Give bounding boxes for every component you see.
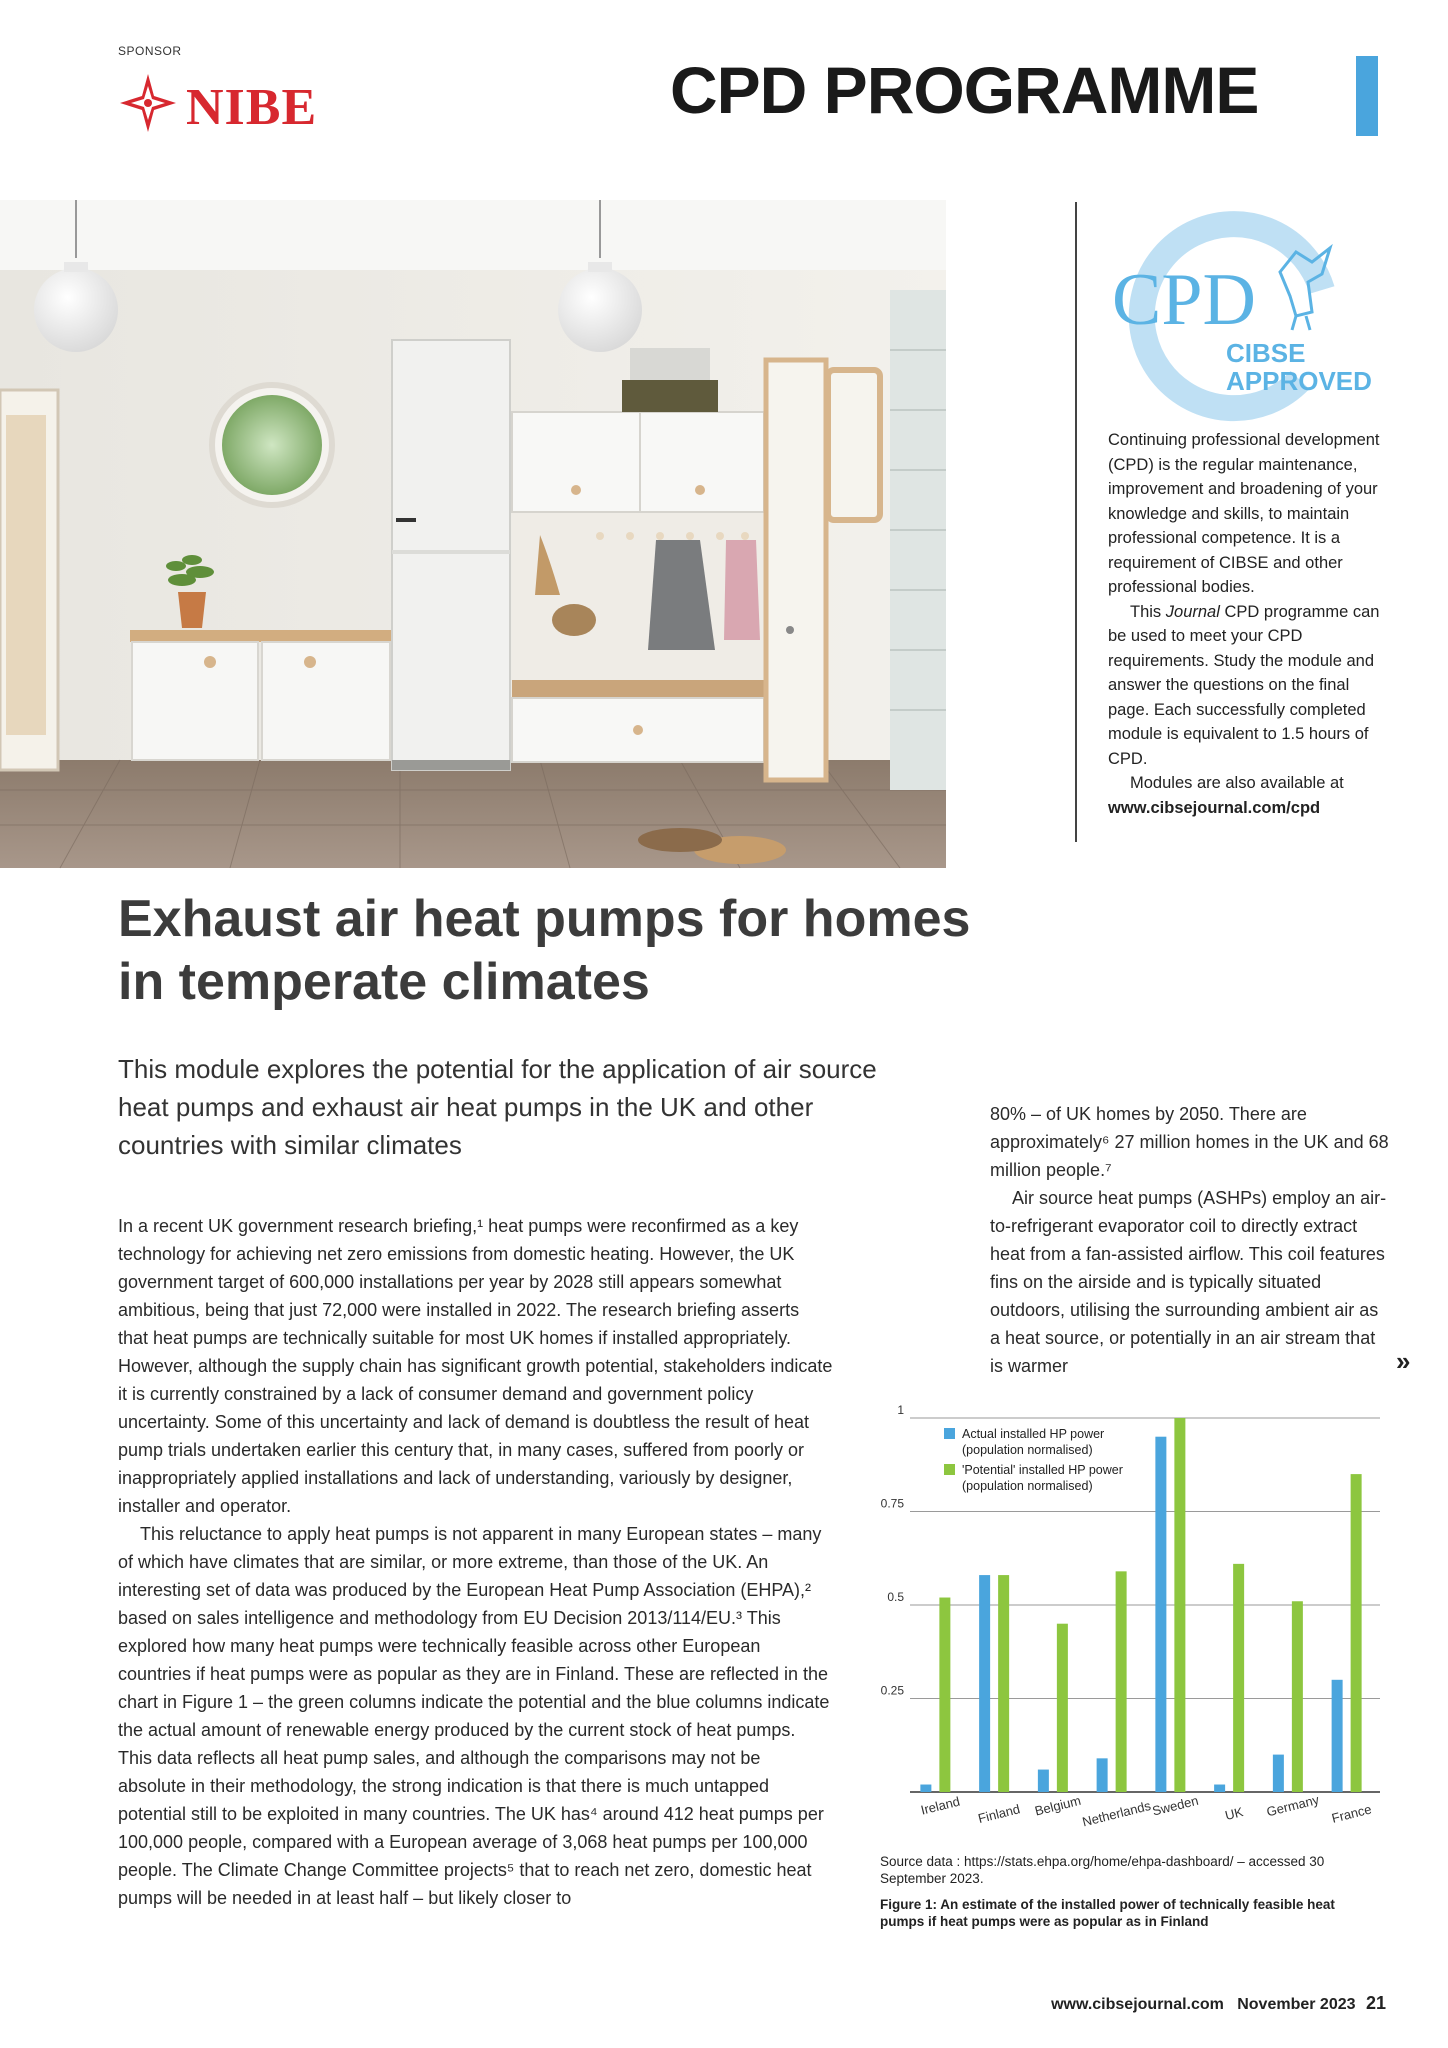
potential-bar-belgium [1057, 1624, 1068, 1792]
page-number: 21 [1365, 1993, 1386, 2013]
cpd-badge-line1: CIBSE [1226, 338, 1306, 368]
sidebar-divider [1075, 202, 1077, 842]
actual-bar-germany [1273, 1755, 1284, 1792]
figure-caption: Figure 1: An estimate of the installed power of technically feasible heat pumps if heat pumps were as popular as in Finland [880, 1897, 1335, 1929]
figure-source-note: Source data : https://stats.ehpa.org/home/ehpa-dashboard/ – accessed 30 September 2023. [880, 1854, 1325, 1886]
body-column-left [118, 1212, 833, 1912]
body-paragraph-3: 80% – of UK homes by 2050. There are approximately⁶ 27 million homes in the UK and 68 million people.⁷ [990, 1104, 1389, 1180]
x-tick-label: Netherlands [1080, 1797, 1153, 1830]
page-footer [1000, 1993, 1386, 2014]
cpd-url-link[interactable]: www.cibsejournal.com/cpd [1108, 798, 1321, 817]
cpd-info-para1: Continuing professional development (CPD) is the regular maintenance, improvement and broadening of your knowledge and skills, to maintain professional competence. It is a requirement of CIBSE and other professional bodies. [1108, 431, 1380, 596]
potential-bar-finland [998, 1575, 1009, 1792]
potential-bar-france [1351, 1474, 1362, 1792]
actual-bar-ireland [920, 1785, 931, 1792]
article-standfirst: This module explores the potential for the application of air source heat pumps and exhaust air heat pumps in the UK and other countries with similar climates [118, 1054, 877, 1160]
body-paragraph-1: In a recent UK government research briefing,¹ heat pumps were reconfirmed as a key technology for achieving net zero emissions from domestic heating. However, the UK government target of 600,000 installations per year by 2028 still appears somewhat ambitious, being that just 72,000 were installed in 2022. The research briefing asserts that heat pumps are technically suitable for most UK homes if installed appropriately. However, although the supply chain has significant growth potential, stakeholders indicate it is currently constrained by a lack of consumer demand and government policy uncertainty. Some of this uncertainty and lack of demand is doubtless the result of heat pump trials undertaken earlier this century that, in many cases, suffered from poorly or inappropriately applied installations and lack of understanding, variously by designer, installer and operator. [118, 1216, 833, 1516]
body-column-right [990, 1100, 1390, 1380]
nibe-wordmark: NIBE [186, 79, 318, 136]
actual-bar-uk [1214, 1785, 1225, 1792]
y-tick-label: 1 [897, 1403, 904, 1417]
actual-bar-finland [979, 1575, 990, 1792]
hero-image [0, 200, 946, 868]
potential-bar-netherlands [1116, 1571, 1127, 1792]
article-headline: Exhaust air heat pumps for homes in temperate climates [118, 890, 971, 1011]
y-tick-label: 0.25 [880, 1683, 904, 1698]
x-tick-label: Sweden [1150, 1792, 1200, 1819]
actual-bar-netherlands [1097, 1758, 1108, 1792]
actual-bar-belgium [1038, 1770, 1049, 1792]
continue-arrow-icon: » [1396, 1346, 1411, 1376]
figure-1-bar-chart [870, 1400, 1390, 1850]
cpd-badge-letters: CPD [1112, 259, 1256, 341]
y-tick-label: 0.5 [887, 1590, 904, 1604]
x-tick-label: Germany [1265, 1791, 1321, 1820]
body-paragraph-2: This reluctance to apply heat pumps is not apparent in many European states – many of which have climates that are similar, or more extreme, than those of the UK. An interesting set of data was produced by the European Heat Pump Association (EHPA),² based on sales intelligence and methodology from EU Decision 2013/114/EU.³ This explored how many heat pumps were technically feasible across other European countries if heat pumps were as popular as they are in Finland. These are reflected in the chart in Figure 1 – the green columns indicate the potential and the blue columns indicate the actual amount of renewable energy produced by the current stock of heat pumps. This data reflects all heat pump sales, and although the comparisons may not be absolute in their methodology, the strong indication is that there is much untapped potential still to be exploited in many countries. The UK has⁴ around 412 heat pumps per 100,000 people, compared with a European average of 3,068 heat pumps per 100,000 people. The Climate Change Committee projects⁵ that to reach net zero, domestic heat pumps will be needed in at least half – but likely closer to [118, 1524, 830, 1908]
sponsor-label: SPONSOR [118, 44, 182, 58]
x-tick-label: France [1330, 1801, 1373, 1826]
potential-bar-germany [1292, 1601, 1303, 1792]
actual-bar-france [1332, 1680, 1343, 1792]
x-tick-label: UK [1223, 1804, 1245, 1824]
legend-label-note: (population normalised) [962, 1479, 1093, 1493]
potential-bar-ireland [939, 1598, 950, 1792]
y-tick-label: 0.75 [880, 1496, 904, 1511]
actual-bar-sweden [1155, 1437, 1166, 1792]
nibe-logo [118, 72, 388, 134]
footer-issue: November 2023 [1237, 1996, 1356, 2013]
cpd-badge-line2: APPROVED [1226, 366, 1372, 396]
cpd-cibse-approved-badge [1100, 212, 1372, 422]
section-title: CPD PROGRAMME [670, 53, 1259, 127]
body-paragraph-4: Air source heat pumps (ASHPs) employ an air-to-refrigerant evaporator coil to directly extract heat from a fan-assisted airflow. This coil features fins on the airside and is typically situated outdoors, utilising the surrounding ambient air as a heat source, or potentially in an air stream that is warmer [990, 1188, 1387, 1376]
cpd-info-text [1108, 428, 1388, 820]
x-tick-label: Finland [976, 1801, 1022, 1827]
potential-bar-sweden [1174, 1418, 1185, 1792]
legend-label-note: (population normalised) [962, 1443, 1093, 1457]
cpd-info-para3: Modules are also available at [1130, 774, 1344, 792]
footer-site: www.cibsejournal.com [1051, 1996, 1224, 2013]
x-tick-label: Belgium [1033, 1792, 1083, 1819]
x-tick-label: Ireland [919, 1793, 962, 1818]
title-accent-bar [1356, 56, 1378, 136]
legend-label: 'Potential' installed HP power [962, 1463, 1123, 1477]
legend-swatch [944, 1428, 955, 1439]
legend-label: Actual installed HP power [962, 1427, 1105, 1441]
legend-swatch [944, 1464, 955, 1475]
potential-bar-uk [1233, 1564, 1244, 1792]
cpd-info-para2: This Journal CPD programme can be used to meet your CPD requirements. Study the module and answer the questions on the final page. Each successfully completed module is equivalent to 1.5 hours of CPD. [1108, 602, 1380, 768]
